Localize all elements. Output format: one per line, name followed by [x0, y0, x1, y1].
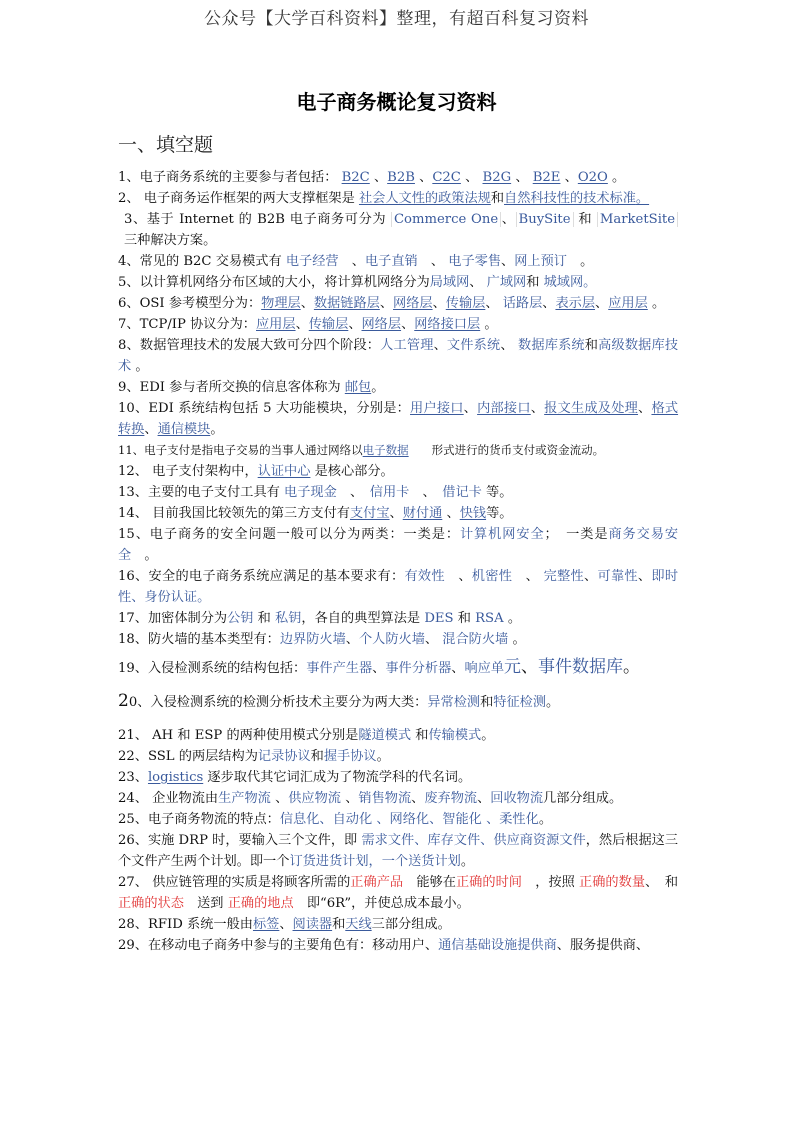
- answer: 传输模式: [428, 728, 482, 743]
- answer: 生产物流: [218, 791, 271, 806]
- answer: 局域网: [429, 275, 470, 290]
- answer: 需求文件: [361, 833, 415, 848]
- answer: 特征检测: [493, 695, 547, 710]
- answer: 销售物流: [358, 791, 412, 806]
- answer: C2C: [432, 170, 461, 185]
- answer: 正确的数量: [579, 875, 646, 890]
- answer: 快钱: [459, 506, 487, 521]
- answer: 支付宝: [349, 506, 390, 521]
- answer: 库存文件: [427, 833, 481, 848]
- answer: 即时性: [118, 569, 679, 605]
- answer: 自动化: [332, 812, 373, 827]
- answer: 应用层: [608, 296, 648, 311]
- answer: 电子直销: [364, 254, 418, 269]
- answer: O2O: [577, 170, 608, 185]
- question-16: 16、安全的电子商务系统应满足的基本要求有：有效性 、机密性 、 完整性、可靠性、即时性、身份认证。: [118, 569, 679, 605]
- answer: 网络层: [393, 296, 433, 311]
- answer: 物理层: [261, 296, 301, 311]
- answer: 可靠性: [597, 569, 638, 584]
- question-list: [118, 167, 678, 956]
- answer: 电子零售: [448, 254, 502, 269]
- answer: 正确的时间: [455, 875, 522, 890]
- answer: 正确的状态: [118, 896, 184, 911]
- question-12: 12、 电子支付架构中，认证中心 是核心部分。: [118, 464, 394, 479]
- answer: 传输层: [445, 296, 486, 311]
- question-10: 10、EDI 系统结构包括 5 大功能模块，分别是：用户接口、内部接口、报文生成及处理、格式转换、通信模块。: [118, 401, 679, 437]
- answer: 网络化: [389, 812, 430, 827]
- answer: 表示层: [555, 296, 596, 311]
- section-heading: 一、填空题: [118, 134, 214, 156]
- answer: 话路层: [502, 296, 543, 311]
- answer: B2B: [387, 170, 415, 185]
- question-28: 28、RFID 系统一般由标签、阅读器和天线三部分组成。: [118, 917, 451, 932]
- answer: 柔性化: [499, 812, 539, 827]
- answer: 供应商资源文件: [493, 833, 586, 848]
- answer: 正确产品: [350, 875, 404, 890]
- question-21: 21、 AH 和 ESP 的两种使用模式分别是隧道模式 和传输模式。: [118, 728, 495, 743]
- answer: 财付通: [402, 506, 443, 521]
- question-1: 1、电子商务系统的主要参与者包括： B2C 、B2B 、C2C 、 B2G 、 B2E 、O2O 。: [118, 170, 626, 185]
- answer: 供应物流: [288, 791, 341, 806]
- answer: 高级数据库技术: [118, 338, 679, 374]
- answer: 有效性: [404, 569, 445, 584]
- answer: 阅读器: [292, 917, 333, 932]
- question-2: 2、 电子商务运作框架的两大支撑框架是 社会人文性的政策法规和自然科技性的技术标准。: [118, 191, 650, 206]
- question-15: 15、电子商务的安全问题一般可以分为两类：一类是：计算机网安全； 一类是商务交易安全 。: [118, 527, 679, 563]
- question-18: 18、防火墙的基本类型有：边界防火墙、个人防火墙、 混合防火墙 。: [118, 632, 526, 647]
- question-6: 6、OSI 参考模型分为：物理层、数据链路层、网络层、传输层、 话路层、表示层、应用层 。: [118, 296, 666, 311]
- question-23: 23、logistics 逐步取代其它词汇成为了物流学科的代名词。: [118, 770, 472, 785]
- answer: 私钥: [275, 611, 302, 626]
- question-9: 9、EDI 参与者所交换的信息客体称为 邮包。: [118, 380, 385, 395]
- answer: 网络层: [361, 317, 402, 332]
- question-3: 3、基于 Internet 的 B2B 电子商务可分为 Commerce One 、 BuySite 和 MarketSite 三种解决方案。: [118, 209, 678, 251]
- answer: 记录协议: [257, 749, 311, 764]
- answer: 广域网: [486, 275, 527, 290]
- answer: 握手协议: [323, 749, 377, 764]
- answer: 数据库系统: [518, 338, 585, 353]
- answer: 通信基础设施提供商: [438, 938, 557, 953]
- answer: 数据链路层: [313, 296, 380, 311]
- answer: 事件产生器: [306, 661, 373, 676]
- question-14: 14、 目前我国比较领先的第三方支付有支付宝、财付通 、快钱等。: [118, 506, 513, 521]
- answer: 隧道模式: [358, 728, 412, 743]
- answer: 回收物流: [490, 791, 544, 806]
- answer: 网上预订: [514, 254, 567, 269]
- answer: RSA: [475, 611, 504, 626]
- answer: DES: [424, 611, 454, 626]
- answer: 格式转换: [118, 401, 679, 437]
- answer: 公钥: [227, 611, 254, 626]
- question-26: 26、实施 DRP 时，要输入三个文件，即 需求文件、库存文件、供应商资源文件，然后根据这三个文件产生两个计划。即一个订货进货计划，一个送货计划。: [118, 833, 679, 869]
- answer: 报文生成及处理: [544, 401, 639, 416]
- answer: 机密性: [471, 569, 513, 584]
- answer: 异常检测: [427, 695, 481, 710]
- answer: 电子经营: [285, 254, 339, 269]
- answer: BuySite: [516, 212, 574, 227]
- answer: 网络接口层: [414, 317, 481, 332]
- question-8: 8、数据管理技术的发展大致可分四个阶段：人工管理、文件系统、 数据库系统和高级数据库技术 。: [118, 338, 679, 374]
- answer: 人工管理: [380, 338, 434, 353]
- question-4: 4、常见的 B2C 交易模式有 电子经营 、电子直销 、 电子零售、网上预订 。: [118, 254, 594, 269]
- question-17: 17、加密体制分为公钥 和 私钥，各自的典型算法是 DES 和 RSA 。: [118, 611, 522, 626]
- answer: 边界防火墙: [279, 632, 346, 647]
- answer: 自然科技性的技术标准: [504, 191, 636, 206]
- answer: 事件分析器: [385, 661, 452, 676]
- answer: 内部接口: [477, 401, 531, 416]
- answer: 社会人文性的政策法规: [358, 191, 491, 206]
- answer: 借记卡: [442, 485, 482, 500]
- question-11: 11、电子支付是指电子交易的当事人通过网络以电子数据 形式进行的货币支付或资金流动。: [118, 443, 605, 457]
- answer: 正确的地点: [227, 896, 294, 911]
- answer: 信息化: [279, 812, 320, 827]
- question-24: 24、 企业物流由生产物流 、供应物流 、销售物流、废弃物流、回收物流几部分组成。: [118, 791, 623, 806]
- answer: 事件数据库: [538, 657, 624, 677]
- question-19: 19、入侵检测系统的结构包括：事件产生器、事件分析器、响应单元、事件数据库。: [118, 657, 641, 677]
- answer: 认证中心: [257, 464, 311, 479]
- answer: 身份认证: [144, 590, 198, 605]
- question-22: 22、SSL 的两层结构为记录协议和握手协议。: [118, 749, 390, 764]
- question-5: 5、以计算机网络分布区域的大小，将计算机网络分为局域网、 广域网和 城域网。: [118, 275, 597, 290]
- question-13: 13、主要的电子支付工具有 电子现金 、 信用卡 、 借记卡 等。: [118, 485, 513, 500]
- answer: B2C: [341, 170, 370, 185]
- answer: 商务交易安全: [118, 527, 679, 563]
- answer: 标签: [252, 917, 280, 932]
- answer: B2G: [482, 170, 512, 185]
- answer: 废弃物流: [424, 791, 478, 806]
- answer: 信用卡: [369, 485, 410, 500]
- question-7: 7、TCP/IP 协议分为：应用层、传输层、网络层、网络接口层 。: [118, 317, 498, 332]
- question-27: 27、 供应链管理的实质是将顾客所需的正确产品 能够在正确的时间 ，按照 正确的数量、 和正确的状态 送到 正确的地点 即“6R”，并使总成本最小。: [118, 875, 679, 911]
- answer: 混合防火墙: [442, 632, 509, 647]
- question-25: 25、电子商务物流的特点：信息化、自动化 、网络化、智能化 、柔性化。: [118, 812, 552, 827]
- answer: 智能化: [442, 812, 482, 827]
- answer: 电子数据: [362, 443, 409, 457]
- answer: 计算机网安全: [459, 527, 545, 542]
- answer: MarketSite: [597, 212, 678, 227]
- question-29: 29、在移动电子商务中参与的主要角色有：移动用户、通信基础设施提供商、服务提供商、: [118, 938, 650, 953]
- answer: 城域网: [543, 275, 584, 290]
- answer: 邮包: [344, 380, 372, 395]
- header-note: 公众号【大学百科资料】整理，有超百科复习资料: [204, 9, 589, 29]
- question-20: 20、入侵检测系统的检测分析技术主要分为两大类：异常检测和特征检测。: [118, 691, 560, 711]
- answer: logistics: [147, 770, 204, 785]
- answer: 通信模块: [157, 422, 211, 437]
- answer: 用户接口: [410, 401, 464, 416]
- answer: 文件系统: [446, 338, 501, 353]
- answer: Commerce One: [391, 212, 501, 227]
- answer: 个人防火墙: [358, 632, 425, 647]
- answer: 响应单: [464, 661, 505, 676]
- answer: 天线: [345, 917, 372, 932]
- answer: 应用层: [256, 317, 296, 332]
- answer: B2E: [532, 170, 561, 185]
- document-title: 电子商务概论复习资料: [296, 90, 497, 114]
- answer: 订货进货计划，一个送货计划: [289, 854, 461, 869]
- answer: 传输层: [308, 317, 349, 332]
- answer: 完整性: [543, 569, 585, 584]
- answer: 电子现金: [284, 485, 337, 500]
